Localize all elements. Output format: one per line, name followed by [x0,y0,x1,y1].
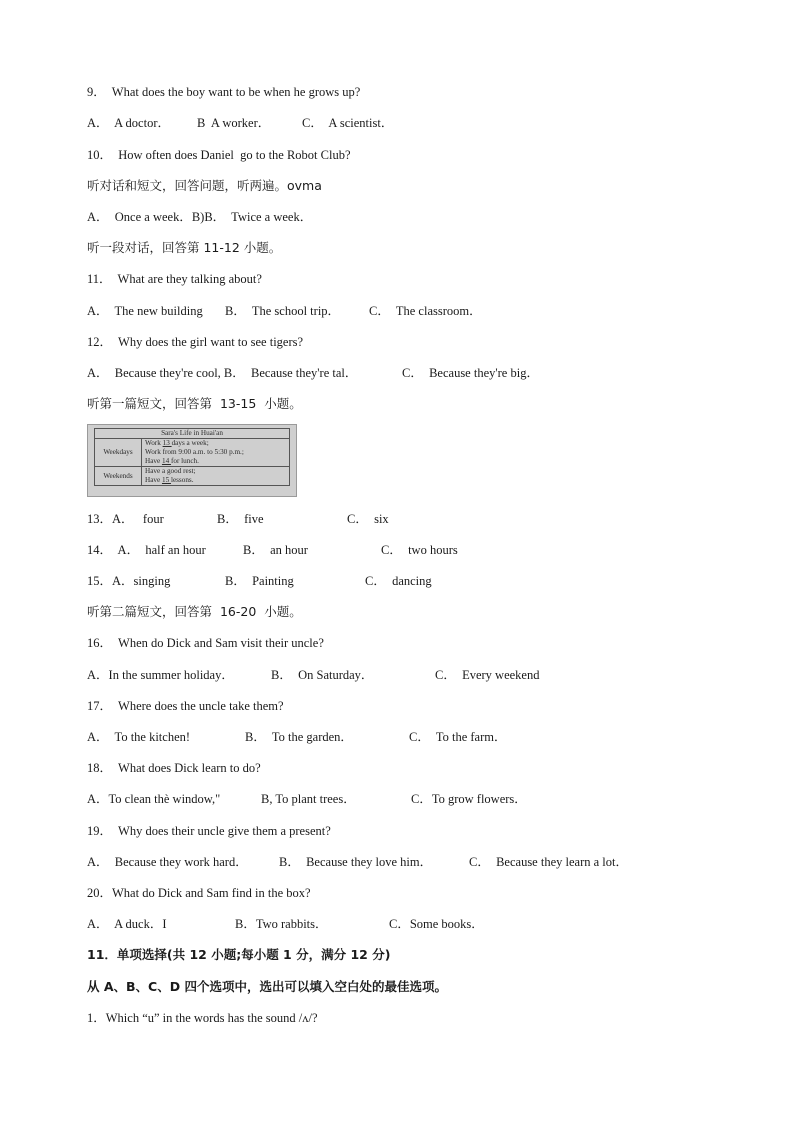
answer-option: B． an hour [243,543,308,557]
table-title: Sara's Life in Huai'an [95,429,290,439]
answer-option: C．To grow flowers． [411,792,527,806]
question-line: A． Once a week．B)B． Twice a week． [87,210,313,224]
answer-option: A． A doctor． [87,116,170,130]
question-line: 16． When do Dick and Sam visit their uncle? [87,636,324,650]
weekday-row: Have 14 for lunch. [145,457,199,465]
section-heading: 听一段对话，回答第 11-12 小题。 [87,240,282,255]
section-heading: 从 A、B、C、D 四个选项中，选出可以填入空白处的最佳选项。 [87,979,447,994]
section-heading: 听第二篇短文，回答第 16-20 小题。 [87,604,302,619]
section-heading: 听对话和短文，回答问题，听两遍。ovma [87,178,322,193]
answer-option: B． To the garden． [245,730,353,744]
answer-option: A．To clean thè window," [87,792,221,806]
weekdays-cell [142,439,290,467]
question-line: 18． What does Dick learn to do? [87,761,261,775]
weekend-row: Have 15 lessons. [145,476,194,484]
answer-option: A． A duck．I [87,917,167,931]
weekday-row: Work from 9:00 a.m. to 5:30 p.m.; [145,448,244,456]
schedule-table-image [87,424,297,497]
question-line: 12． Why does the girl want to see tigers? [87,335,304,349]
weekend-row: Have a good rest; [145,467,196,475]
weekday-row: Work 13 days a week; [145,439,209,447]
answer-option: 14． A． half an hour [87,543,206,557]
answer-option: A． The new building [87,304,203,318]
question-line: 17． Where does the uncle take them? [87,699,284,713]
answer-option: C． Every weekend [435,668,540,682]
answer-option: B． Painting [225,574,294,588]
question-line: 20．What do Dick and Sam find in the box? [87,886,311,900]
answer-option: C． A scientist． [302,116,394,130]
answer-option: B． five [217,512,264,526]
question-line: 19． Why does their uncle give them a present? [87,824,331,838]
section-heading: 11．单项选择(共 12 小题;每小题 1 分，满分 12 分) [87,947,391,962]
answer-option: C．Some books． [389,917,484,931]
weekdays-label: Weekdays [95,439,142,467]
question-line: 10． How often does Daniel go to the Robot Club? [87,148,351,162]
answer-option: B A worker． [197,116,271,130]
answer-option: C． To the farm． [409,730,507,744]
answer-option: A．In the summer holiday． [87,668,234,682]
answer-option: B．Two rabbits． [235,917,328,931]
answer-option: C． dancing [365,574,432,588]
answer-option: B, To plant trees． [261,792,356,806]
answer-option: C． Because they're big． [402,366,539,380]
answer-option: C． The classroom． [369,304,482,318]
question-line: 11． What are they talking about? [87,272,262,286]
answer-option: B． The school trip． [225,304,341,318]
answer-option: A． Because they work hard． [87,855,248,869]
answer-option: 13．A． four [87,512,164,526]
answer-option: C． six [347,512,389,526]
answer-option: A． Because they're cool, B． Because they're tal． [87,366,358,380]
answer-option: 15．A．singing [87,574,171,588]
answer-option: C． two hours [381,543,458,557]
answer-option: C． Because they learn a lot． [469,855,628,869]
answer-option: B． On Saturday． [271,668,374,682]
weekends-cell [142,467,290,486]
section-heading: 听第一篇短文，回答第 13-15 小题。 [87,396,302,411]
question-line: 9． What does the boy want to be when he grows up? [87,85,361,99]
schedule-table [94,428,290,486]
question-line: 1．Which “u” in the words has the sound /ʌ/? [87,1011,318,1025]
weekends-label: Weekends [95,467,142,486]
answer-option: A． To the kitchen! [87,730,191,744]
answer-option: B． Because they love him． [279,855,433,869]
